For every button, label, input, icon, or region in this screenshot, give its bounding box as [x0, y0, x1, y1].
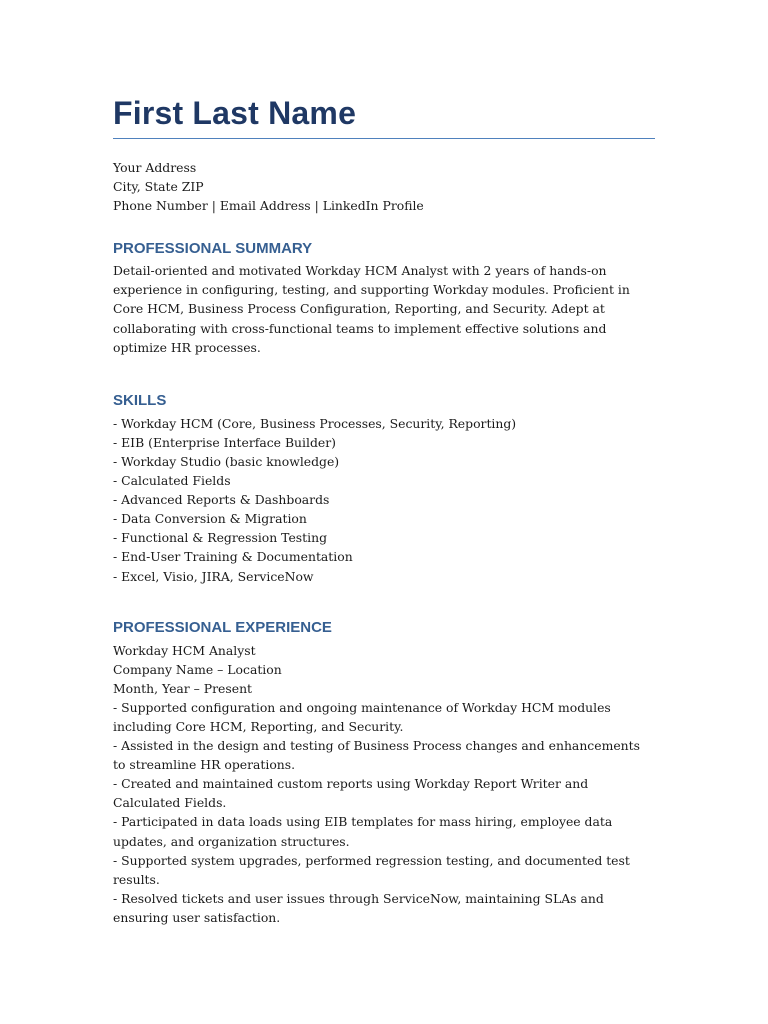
job-company: Company Name – Location: [113, 661, 282, 677]
skill-item: - End-User Training & Documentation: [113, 549, 353, 565]
experience-bullet: - Supported system upgrades, performed regression testing, and documented test results.: [113, 852, 630, 887]
candidate-name: First Last Name: [113, 92, 655, 139]
skill-item: - Workday Studio (basic knowledge): [113, 453, 340, 469]
experience-bullet: - Resolved tickets and user issues through ServiceNow, maintaining SLAs and ensuring user satisfaction.: [113, 890, 604, 925]
job-dates: Month, Year – Present: [113, 680, 253, 696]
skill-item: - Workday HCM (Core, Business Processes, Security, Reporting): [113, 415, 517, 431]
summary-heading: PROFESSIONAL SUMMARY: [113, 240, 313, 258]
skills-heading: SKILLS: [113, 391, 167, 409]
resume-page: [113, 92, 655, 927]
skill-item: - Calculated Fields: [113, 473, 231, 489]
skill-item: - EIB (Enterprise Interface Builder): [113, 434, 336, 450]
contact-city-state-zip: City, State ZIP: [113, 179, 204, 195]
experience-bullet: - Participated in data loads using EIB templates for mass hiring, employee data updates, and organization structures.: [113, 814, 613, 849]
skills-list: [113, 414, 655, 586]
contact-block: [113, 158, 655, 215]
skill-item: - Data Conversion & Migration: [113, 511, 307, 527]
job-title: Workday HCM Analyst: [113, 642, 256, 658]
experience-block: [113, 641, 655, 927]
skill-item: - Functional & Regression Testing: [113, 530, 328, 546]
skill-item: - Advanced Reports & Dashboards: [113, 492, 330, 508]
experience-bullet: - Supported configuration and ongoing maintenance of Workday HCM modules including Core HCM, Reporting, and Security.: [113, 699, 611, 734]
skill-item: - Excel, Visio, JIRA, ServiceNow: [113, 568, 314, 584]
contact-phone-email-linkedin: Phone Number | Email Address | LinkedIn Profile: [113, 198, 424, 214]
experience-heading: PROFESSIONAL EXPERIENCE: [113, 618, 332, 636]
contact-address: Your Address: [113, 160, 197, 175]
experience-bullet: - Created and maintained custom reports using Workday Report Writer and Calculated Fields.: [113, 776, 589, 811]
experience-bullet: - Assisted in the design and testing of Business Process changes and enhancements to streamline HR operations.: [113, 738, 640, 773]
summary-text: Detail-oriented and motivated Workday HCM Analyst with 2 years of hands-on experience in configuring, testing, and supporting Workday modules. Proficient in Core HCM, Business Process Configuration, Reporting, and Security. Adept at collaborating with cross-functional teams to implement effective solutions and optimize HR processes.: [113, 263, 630, 355]
